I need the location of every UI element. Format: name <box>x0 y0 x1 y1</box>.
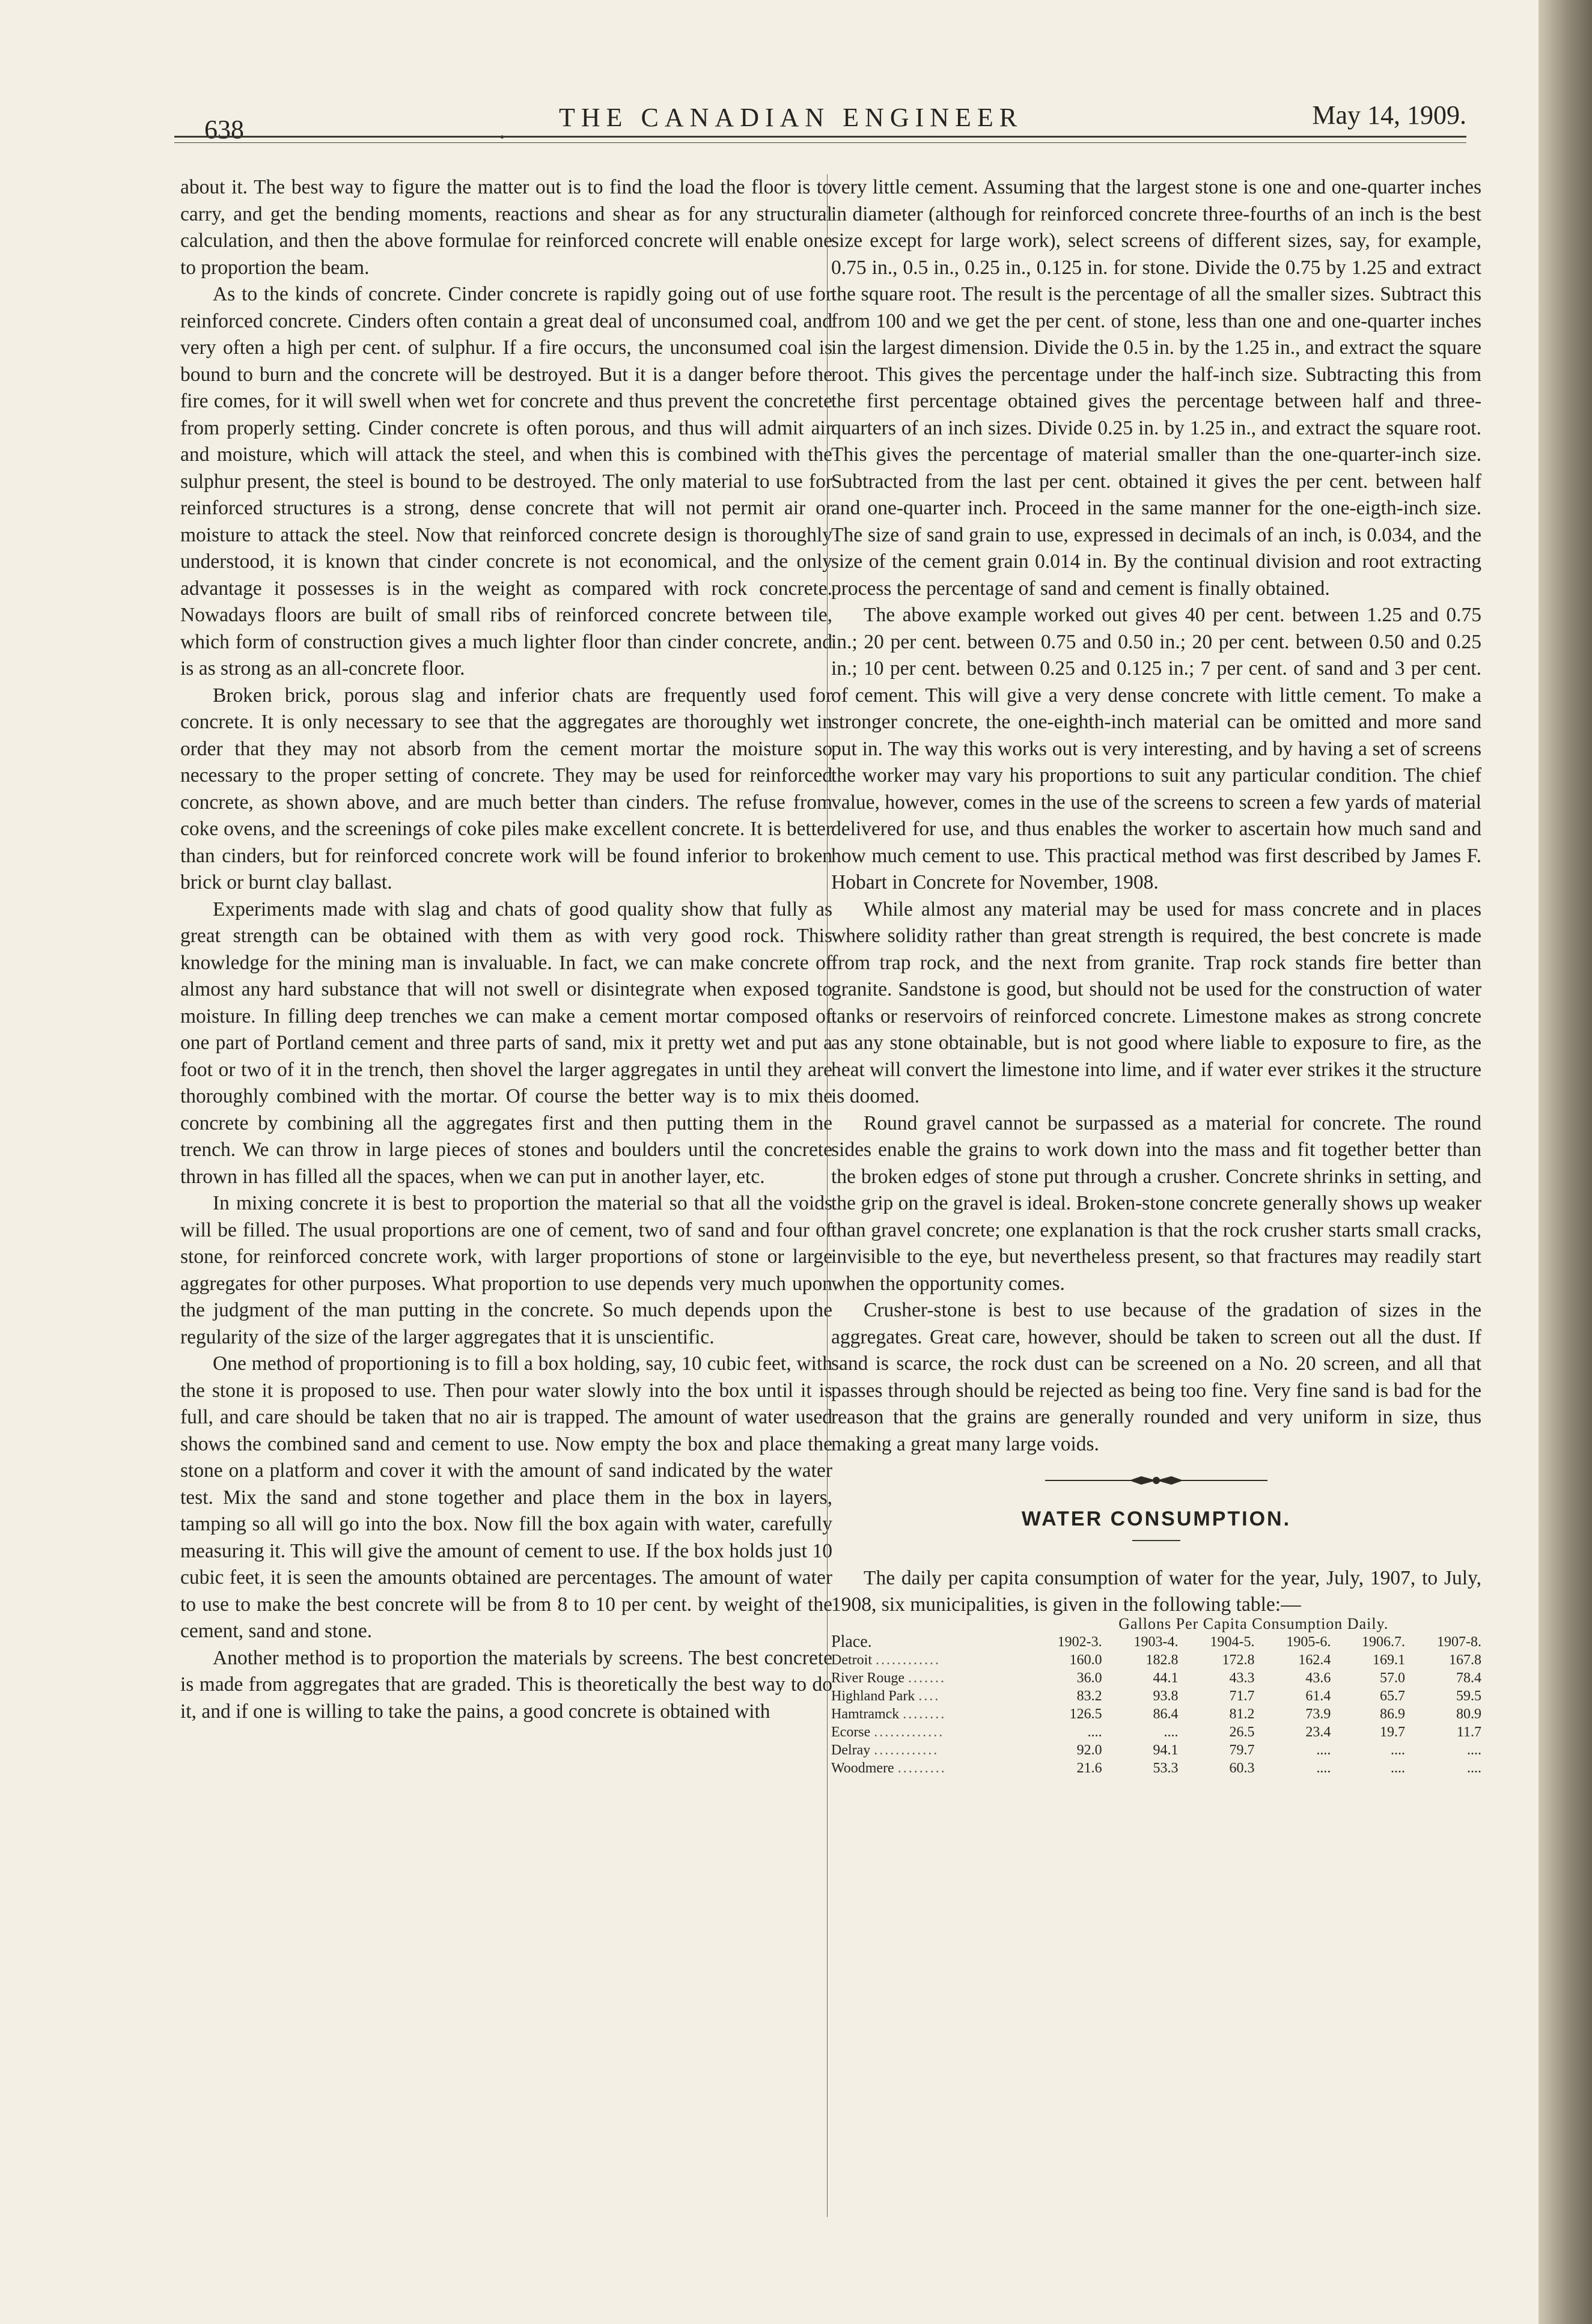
place-name: Woodmere <box>831 1760 894 1776</box>
table-cell: 43.3 <box>1229 1670 1255 1686</box>
table-cell: 86.9 <box>1379 1706 1405 1722</box>
table-row <box>831 1651 1481 1669</box>
table-cell: 160.0 <box>1069 1652 1102 1668</box>
table-cell: 92.0 <box>1076 1742 1102 1758</box>
table-row <box>831 1687 1481 1705</box>
left-column <box>180 174 832 1725</box>
table-cell: 83.2 <box>1076 1688 1102 1704</box>
dot-leader: ....... <box>907 1670 946 1686</box>
year-header: 1907-8. <box>1437 1634 1481 1650</box>
table-row <box>831 1759 1481 1777</box>
place-name: Highland Park <box>831 1688 915 1704</box>
table-cell: 167.8 <box>1449 1652 1481 1668</box>
table-cell: 93.8 <box>1153 1688 1179 1704</box>
table-cell: 126.5 <box>1069 1706 1102 1722</box>
right-column <box>831 174 1481 1777</box>
dot-leader: .... <box>918 1688 941 1704</box>
paragraph: very little cement. Assuming that the largest stone is one and one-quarter inches in diameter (although for reinforced concrete three-fourths of an inch is the best size except for large work), select screens of different sizes, say, for example, 0.75 in., 0.5 in., 0.25 in., 0.125 in. for stone. Divide the 0.75 by 1.25 and extract the square root. The result is the percentage of all the smaller sizes. Subtract this from 100 and we get the per cent. of stone, less than one and one-quarter inches in the largest dimension. Divide the 0.5 in. by the 1.25 in., and extract the square root. This gives the percentage under the half-inch size. Subtracting this from the first percentage obtained gives the percentage between half and three-quarters of an inch sizes. Divide 0.25 in. by 1.25 in., and extract the square root. This gives the percentage of material smaller than the one-quarter-inch size. Subtracted from the last per cent. obtained it gives the per cent. between half and one-quarter inch. Proceed in the same manner for the one-eigth-inch size. The size of sand grain to use, expressed in decimals of an inch, is 0.034, and the size of the cement grain 0.014 in. By the continual division and root extracting process the percentage of sand and cement is finally obtained. <box>831 176 1481 600</box>
paragraph: While almost any material may be used for mass concrete and in places where solidity rather than great strength is required, the best concrete is made from trap rock, and the next from granite. Trap rock stands fire better than granite. Sandstone is good, but should not be used for the construction of water tanks or reservoirs of reinforced concrete. Limestone makes as strong concrete as any stone obtainable, but is not good where liable to exposure to fire, as the heat will convert the limestone into lime, and if water ever strikes it the structure is doomed. <box>831 898 1481 1107</box>
page-number: 638 <box>204 115 244 144</box>
paragraph: Experiments made with slag and chats of good quality show that fully as great strength can be obtained with them as with very good rock. This knowledge for the mining man is invaluable. In fact, we can make concrete of almost any hard substance that will not swell or disintegrate when exposed to moisture. In filling deep trenches we can make a cement mortar composed of one part of Portland cement and three parts of sand, mix it pretty wet and put a foot or two of it in the trench, then shovel the larger aggregates in until they are thoroughly combined with the mortar. Of course the better way is to mix the concrete by combining all the aggregates first and then putting them in the trench. We can throw in large pieces of stones and boulders until the concrete thrown in has filled all the spaces, when we can put in another layer, etc. <box>180 898 832 1188</box>
table-cell: 23.4 <box>1305 1724 1331 1740</box>
year-header: 1903-4. <box>1133 1634 1179 1650</box>
table-cell: 21.6 <box>1076 1760 1102 1776</box>
year-header: 1904-5. <box>1210 1634 1255 1650</box>
table-cell: 19.7 <box>1379 1724 1405 1740</box>
table-cell: 71.7 <box>1229 1688 1255 1704</box>
page-header <box>174 90 1466 144</box>
place-name: Detroit <box>831 1652 872 1668</box>
paragraph: As to the kinds of concrete. Cinder concrete is rapidly going out of use for reinforced concrete. Cinders often contain a great deal of unconsumed coal, and very often a high per cent. of sulphur. If a fire occurs, the unconsumed coal is bound to burn and the concrete will be destroyed. But it is a danger before the fire comes, for it will swell when wet for concrete and thus prevent the concrete from properly setting. Cinder concrete is often porous, and thus will admit air and moisture, which will attack the steel, and when this is combined with the sulphur present, the steel is bound to be destroyed. The only material to use for reinforced structures is a strong, dense concrete that will not permit air or moisture to attack the steel. Now that reinforced concrete design is thoroughly understood, it is known that cinder concrete is not economical, and the only advantage it possesses is in the weight as compared with rock concrete. Nowadays floors are built of small ribs of reinforced concrete between tile, which form of construction gives a much lighter floor than cinder concrete, and is as strong as an all-concrete floor. <box>180 283 832 680</box>
table-cell: .... <box>1467 1742 1481 1758</box>
table-cell: .... <box>1316 1760 1331 1776</box>
table-cell: 61.4 <box>1305 1688 1331 1704</box>
table-row <box>831 1723 1481 1741</box>
year-header: 1902-3. <box>1057 1634 1102 1650</box>
dot-leader: ............ <box>875 1652 941 1668</box>
table-cell: 182.8 <box>1145 1652 1179 1668</box>
table-cell: 57.0 <box>1379 1670 1405 1686</box>
table-cell: 65.7 <box>1379 1688 1405 1704</box>
water-consumption-table <box>831 1615 1481 1777</box>
table-row <box>831 1741 1481 1759</box>
dot-leader: ......... <box>897 1760 947 1776</box>
table-span-header: Gallons Per Capita Consumption Daily. <box>1118 1614 1389 1632</box>
table-cell: 81.2 <box>1229 1706 1255 1722</box>
table-cell: 80.9 <box>1456 1706 1481 1722</box>
journal-title: THE CANADIAN ENGINEER <box>559 103 1023 132</box>
paragraph: Another method is to proportion the materials by screens. The best concrete is made from aggregates that are graded. This is theoretically the best way to do it, and if one is willing to take the pains, a good concrete is obtained with <box>180 1646 832 1723</box>
paragraph: Round gravel cannot be surpassed as a material for concrete. The round sides enable the grains to work down into the mass and fit together better than the broken edges of stone put through a crusher. Concrete shrinks in setting, and the grip on the gravel is ideal. Broken-stone concrete generally shows up weaker than gravel concrete; one explanation is that the rock crusher starts small cracks, invisible to the eye, but nevertheless present, so that fractures may readily start when the opportunity comes. <box>831 1112 1481 1295</box>
table-cell: 44.1 <box>1153 1670 1179 1686</box>
paragraph: Crusher-stone is best to use because of the gradation of sizes in the aggregates. Great care, however, should be taken to screen out all the dust. If sand is scarce, the rock dust can be screened on a No. 20 screen, and all that passes through should be rejected as being too fine. Very fine sand is bad for the reason that the grains are generally rounded and very uniform in size, thus making a great many large voids. <box>831 1299 1481 1455</box>
place-name: River Rouge <box>831 1670 904 1686</box>
place-name: Ecorse <box>831 1724 871 1740</box>
table-row <box>831 1705 1481 1723</box>
dot-leader: ............. <box>874 1724 945 1740</box>
table-cell: .... <box>1390 1760 1405 1776</box>
table-cell: 26.5 <box>1229 1724 1255 1740</box>
place-header: Place. <box>831 1632 872 1651</box>
table-cell: 79.7 <box>1229 1742 1255 1758</box>
title-rule <box>1132 1540 1180 1541</box>
section-ornament <box>1045 1473 1267 1488</box>
paragraph: about it. The best way to figure the matter out is to find the load the floor is to carry, and get the bending moments, reactions and shear as for any structural calculation, and then the above formulae for reinforced concrete will enable one to proportion the beam. <box>180 176 832 279</box>
table-cell: 11.7 <box>1456 1724 1481 1740</box>
table-cell: 94.1 <box>1153 1742 1179 1758</box>
table-cell: .... <box>1164 1724 1179 1740</box>
dot-leader: ........ <box>903 1706 947 1722</box>
paragraph: In mixing concrete it is best to proportion the material so that all the voids will be filled. The usual proportions are one of cement, two of sand and four of stone, for reinforced concrete work, with larger proportions of stone or large aggregates for other purposes. What proportion to use depends very much upon the judgment of the man putting in the concrete. So much depends upon the regularity of the size of the larger aggregates that it is unscientific. <box>180 1192 832 1348</box>
paragraph: One method of proportioning is to fill a box holding, say, 10 cubic feet, with the stone it is proposed to use. Then pour water slowly into the box until it is full, and care should be taken that no air is trapped. The amount of water used shows the combined sand and cement to use. Now empty the box and place the stone on a platform and cover it with the amount of sand indicated by the water test. Mix the sand and stone together and place them in the box in layers, tamping so all will go into the box. Now fill the box again with water, carefully measuring it. This will give the amount of cement to use. If the box holds just 10 cubic feet, it is seen the amounts obtained are percentages. The amount of water to use to make the best concrete will be from 8 to 10 per cent. by weight of the cement, sand and stone. <box>180 1352 832 1642</box>
table-cell: 73.9 <box>1305 1706 1331 1722</box>
table-cell: 36.0 <box>1076 1670 1102 1686</box>
place-name: Delray <box>831 1742 871 1758</box>
table-cell: .... <box>1390 1742 1405 1758</box>
table-cell: 162.4 <box>1298 1652 1331 1668</box>
place-name: Hamtramck <box>831 1706 900 1722</box>
table-row <box>831 1669 1481 1687</box>
page-binding-shadow <box>1539 0 1592 2324</box>
paragraph: The above example worked out gives 40 per cent. between 1.25 and 0.75 in.; 20 per cent. between 0.75 and 0.50 in.; 20 per cent. between 0.50 and 0.25 in.; 10 per cent. between 0.25 and 0.125 in.; 7 per cent. of sand and 3 per cent. of cement. This will give a very dense concrete with little cement. To make a stronger concrete, the one-eighth-inch material can be omitted and more sand put in. The way this works out is very interesting, and by having a set of screens the worker may vary his proportions to suit any particular condition. The chief value, however, comes in the use of the screens to screen a few yards of material delivered for use, and thus enables the worker to ascertain how much sand and how much cement to use. This practical method was first described by James F. Hobart in Concrete for November, 1908. <box>831 604 1481 893</box>
header-rule <box>174 136 1466 138</box>
year-header: 1905-6. <box>1286 1634 1331 1650</box>
table-cell: 86.4 <box>1153 1706 1179 1722</box>
header-rule-thin <box>174 142 1466 143</box>
table-cell: 59.5 <box>1456 1688 1481 1704</box>
column-divider <box>827 174 828 2217</box>
issue-date: May 14, 1909. <box>1312 100 1466 130</box>
table-cell: 169.1 <box>1372 1652 1405 1668</box>
table-cell: 172.8 <box>1222 1652 1255 1668</box>
table-cell: .... <box>1467 1760 1481 1776</box>
year-header: 1906.7. <box>1361 1634 1405 1650</box>
section-intro: The daily per capita consumption of water for the year, July, 1907, to July, 1908, six municipalities, is given in the following table:— <box>831 1566 1481 1616</box>
dot-leader: ............ <box>874 1742 939 1758</box>
section-title: WATER CONSUMPTION. <box>1021 1507 1292 1530</box>
table-cell: .... <box>1087 1724 1102 1740</box>
table-cell: 53.3 <box>1153 1760 1179 1776</box>
table-cell: .... <box>1316 1742 1331 1758</box>
table-cell: 60.3 <box>1229 1760 1255 1776</box>
paragraph: Broken brick, porous slag and inferior chats are frequently used for concrete. It is only necessary to see that the aggregates are thoroughly wet in order that they may not absorb from the cement mortar the moisture so necessary to the proper setting of concrete. They may be used for reinforced concrete, as shown above, and are much better than cinders. The refuse from coke ovens, and the screenings of coke piles make excellent concrete. It is better than cinders, but for reinforced concrete work will be found inferior to broken brick or burnt clay ballast. <box>180 684 832 893</box>
table-cell: 43.6 <box>1305 1670 1331 1686</box>
header-dot: . <box>499 115 505 144</box>
table-cell: 78.4 <box>1456 1670 1481 1686</box>
